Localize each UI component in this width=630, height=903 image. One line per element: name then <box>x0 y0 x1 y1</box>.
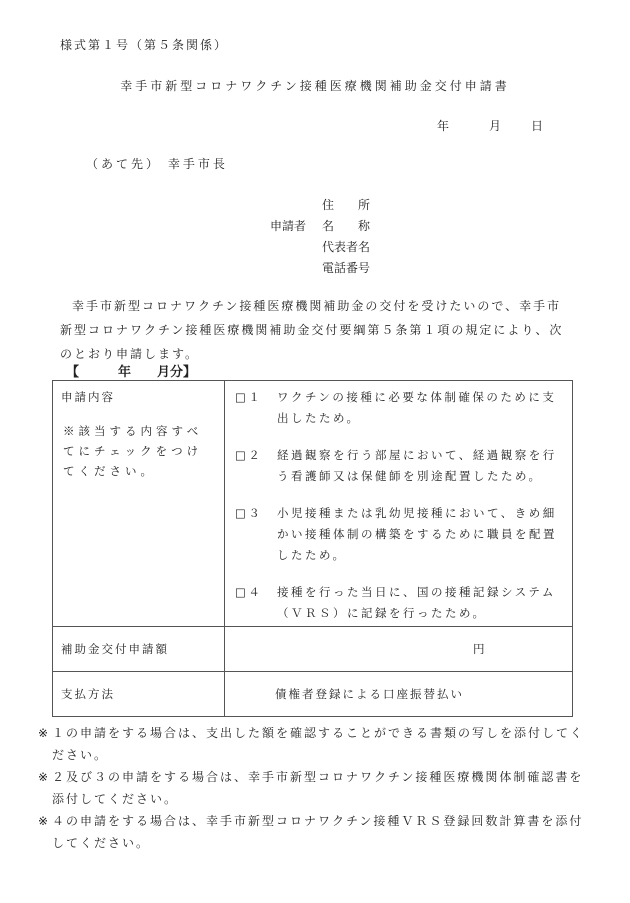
note-2-text: ２及び３の申請をする場合は、幸手市新型コロナワクチン接種医療機関体制確認書を添付してください。 <box>52 770 584 806</box>
payment-row <box>53 672 573 717</box>
option-3-checkbox[interactable]: □３ <box>235 506 263 520</box>
option-1-text: ワクチンの接種に必要な体制確保のために支出したため。 <box>277 390 557 425</box>
option-1[interactable] <box>235 387 558 429</box>
period-heading: 【 年 月分】 <box>66 365 197 380</box>
option-3[interactable] <box>235 503 558 566</box>
application-statement: 幸手市新型コロナワクチン接種医療機関補助金の交付を受けたいので、幸手市新型コロナワクチン接種医療機関補助金交付要綱第５条第１項の規定により、次のとおり申請します。 <box>60 299 564 361</box>
document-title: 幸手市新型コロナワクチン接種医療機関補助金交付申請書 <box>120 79 510 93</box>
applicant-address-label: 住 所 <box>322 198 371 212</box>
date-year: 年 <box>437 119 450 133</box>
content-label: 申請内容 <box>61 390 115 404</box>
applicant-address-row <box>270 196 370 213</box>
addressee: （あて先） 幸手市長 <box>86 157 228 171</box>
applicant-phone-label: 電話番号 <box>322 261 371 275</box>
applicant-representative-label: 代表者名 <box>322 240 371 254</box>
option-4[interactable] <box>235 582 558 624</box>
option-2-checkbox[interactable]: □２ <box>235 448 263 462</box>
note-3 <box>38 810 588 854</box>
applicant-name-row <box>270 217 370 234</box>
payment-method: 債権者登録による口座振替払い <box>225 672 573 717</box>
date-line <box>437 117 543 134</box>
note-2-mark: ※ <box>38 770 51 784</box>
option-1-checkbox[interactable]: □１ <box>235 390 263 404</box>
note-2 <box>38 766 588 810</box>
content-row <box>53 381 573 627</box>
applicant-label: 申請者 <box>270 219 307 233</box>
amount-row <box>53 627 573 672</box>
check-instruction: ※該当する内容すべてにチェックをつけてください。 <box>63 424 203 478</box>
applicant-representative-row <box>270 238 370 255</box>
date-day: 日 <box>531 119 544 133</box>
application-table <box>52 380 573 717</box>
options-cell <box>225 381 573 627</box>
note-1-text: １の申請をする場合は、支出した額を確認することができる書類の写しを添付してください。 <box>52 726 585 762</box>
note-1 <box>38 722 588 766</box>
applicant-phone-row <box>270 259 370 276</box>
note-3-text: ４の申請をする場合は、幸手市新型コロナワクチン接種ＶＲＳ登録回数計算書を添付してください。 <box>52 814 584 850</box>
payment-label: 支払方法 <box>53 672 225 717</box>
amount-field[interactable] <box>225 627 573 672</box>
applicant-name-label: 名 称 <box>322 219 371 233</box>
option-2[interactable] <box>235 445 558 487</box>
date-month: 月 <box>489 119 502 133</box>
content-label-cell <box>53 381 225 627</box>
note-3-mark: ※ <box>38 814 51 828</box>
notes-list <box>38 722 588 854</box>
amount-unit: 円 <box>473 642 485 656</box>
option-4-text: 接種を行った当日に、国の接種記録システム（ＶＲＳ）に記録を行ったため。 <box>277 585 556 620</box>
option-3-text: 小児接種または乳幼児接種において、きめ細かい接種体制の構築をするために職員を配置したため。 <box>277 506 557 562</box>
amount-label: 補助金交付申請額 <box>53 627 225 672</box>
option-4-checkbox[interactable]: □４ <box>235 585 263 599</box>
note-1-mark: ※ <box>38 726 51 740</box>
form-number: 様式第１号（第５条関係） <box>60 38 229 52</box>
option-2-text: 経過観察を行う部屋において、経過観察を行う看護師又は保健師を別途配置したため。 <box>277 448 557 483</box>
